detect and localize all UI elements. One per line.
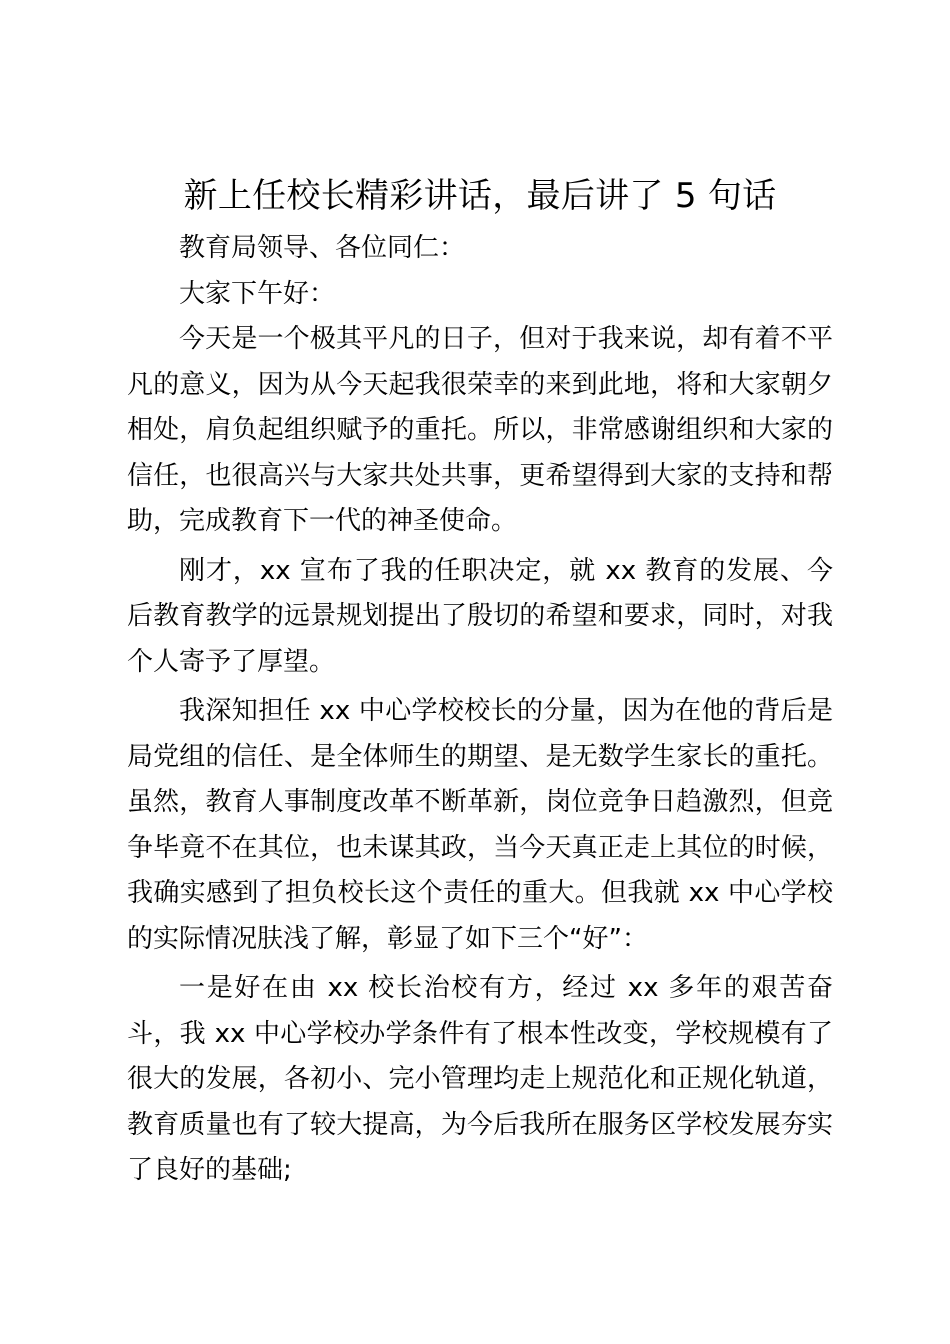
- paragraph-first-good: 一是好在由 xx 校长治校有方，经过 xx 多年的艰苦奋斗，我 xx 中心学校办学条件有了根本性改变，学校规模有了很大的发展，各初小、完小管理均走上规范化和正规化轨道，教育质量也有了较大提高，为今后我所在服务区学校发展夯实了良好的基础;: [127, 973, 833, 1185]
- salutation: 教育局领导、各位同仁：: [179, 233, 466, 263]
- paragraph-responsibility: 我深知担任 xx 中心学校校长的分量，因为在他的背后是局党组的信任、是全体师生的期望、是无数学生家长的重托。虽然，教育人事制度改革不断革新，岗位竞争日趋激烈，但竞争毕竟不在其位，也未谋其政，当今天真正走上其位的时候，我确实感到了担负校长这个责任的重大。但我就 xx 中心学校的实际情况肤浅了解，彰显了如下三个“好”：: [127, 696, 833, 954]
- paragraph-opening: 今天是一个极其平凡的日子，但对于我来说，却有着不平凡的意义，因为从今天起我很荣幸的来到此地，将和大家朝夕相处，肩负起组织赋予的重托。所以，非常感谢组织和大家的信任，也很高兴与大家共处共事，更希望得到大家的支持和帮助，完成教育下一代的神圣使命。: [127, 324, 833, 536]
- document-title: 新上任校长精彩讲话，最后讲了 5 句话: [183, 176, 777, 216]
- paragraph-appointment: 刚才，xx 宣布了我的任职决定，就 xx 教育的发展、今后教育教学的远景规划提出了殷切的希望和要求，同时，对我个人寄予了厚望。: [127, 555, 833, 677]
- greeting: 大家下午好：: [179, 278, 336, 309]
- document-body: [127, 172, 833, 1194]
